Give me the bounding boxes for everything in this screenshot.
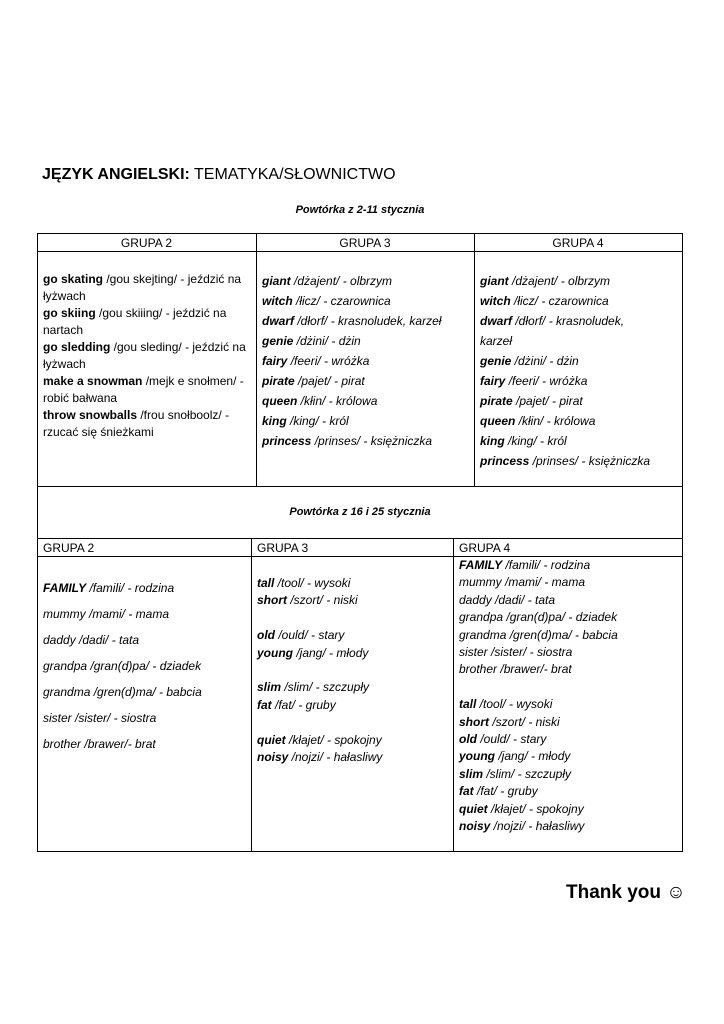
vocab-translation: /gou skejting/ - jeździć na łyżwach: [43, 272, 242, 303]
vocab-translation: /pajet/ - pirat: [294, 374, 365, 388]
vocab-term: noisy: [459, 819, 491, 834]
table-2-grupa-4-cell: [459, 557, 680, 836]
vocab-translation: /kłin/ - królowa: [515, 414, 596, 428]
vocab-translation: sister /sister/ - siostra: [43, 711, 157, 725]
vocab-term: tall: [257, 576, 275, 590]
vocab-translation: daddy /dadi/ - tata: [43, 633, 140, 647]
vocab-translation: grandpa /gran(d)pa/ - dziadek: [43, 659, 202, 673]
heading-rest: TEMATYKA/SŁOWNICTWO: [189, 166, 396, 183]
vocab-entry: [257, 714, 450, 731]
vocab-entry: [459, 627, 680, 644]
vocab-entry: [43, 575, 248, 601]
vocab-term: go skating: [43, 272, 104, 286]
vocab-translation: /łicz/ - czarownica: [510, 294, 609, 308]
table-left-border: [37, 233, 38, 538]
section-2-title: Powtórka z 16 i 25 stycznia: [289, 506, 431, 518]
vocab-term: fat: [459, 784, 474, 799]
vocab-term: old: [459, 732, 477, 747]
vocab-term: witch: [262, 294, 293, 308]
vocab-translation: /slim/ - szczupły: [483, 766, 572, 781]
vocab-entry: [262, 431, 472, 451]
vocab-entry: [43, 705, 248, 731]
table-2-grupa-3-cell: [257, 575, 450, 766]
vocab-entry: [459, 696, 680, 713]
vocab-entry: [257, 627, 450, 644]
vocab-translation: /kłajet/ - spokojny: [285, 732, 382, 747]
vocab-entry: [459, 679, 680, 696]
smiley-icon: ☺: [666, 882, 686, 903]
vocab-translation: /gou skiiing/ - jeździć na nartach: [43, 306, 227, 337]
table-1-header-grupa-4: GRUPA 4: [552, 236, 604, 250]
vocab-entry: [43, 731, 248, 757]
vocab-term: queen: [262, 394, 298, 408]
vocab-entry: [262, 271, 472, 291]
table-1-bottom-border: [37, 486, 683, 487]
vocab-term: fat: [257, 697, 272, 712]
vocab-translation: brother /brawer/- brat: [459, 662, 572, 677]
vocab-term: pirate: [262, 374, 295, 388]
vocab-entry: [262, 311, 472, 331]
table-1-divider-1: [256, 233, 257, 486]
vocab-entry: [257, 662, 450, 679]
vocab-entry: [459, 818, 680, 835]
vocab-entry: [459, 801, 680, 818]
vocab-translation: /dłorf/ - krasnoludek,: [512, 314, 625, 328]
vocab-translation: /dłorf/ - krasnoludek, karzeł: [294, 314, 442, 328]
vocab-term: giant: [262, 274, 291, 288]
vocab-entry: [459, 644, 680, 661]
vocab-term: noisy: [257, 750, 289, 765]
vocab-entry: [257, 697, 450, 714]
vocab-entry: [480, 311, 680, 331]
vocab-term: pirate: [480, 394, 513, 408]
vocab-translation: /ould/ - stary: [275, 628, 345, 643]
vocab-translation: /prinses/ - księżniczka: [311, 434, 433, 448]
vocab-translation: karzeł: [480, 334, 513, 348]
vocab-translation: brother /brawer/- brat: [43, 737, 156, 751]
heading-bold: JĘZYK ANGIELSKI:: [42, 166, 190, 183]
vocab-entry: [480, 291, 680, 311]
vocab-translation: /prinses/ - księżniczka: [529, 454, 651, 468]
vocab-translation: grandma /gren(d)ma/ - babcia: [459, 627, 618, 642]
vocab-translation: /mejk e snołmen/ - robić bałwana: [43, 374, 244, 405]
vocab-entry: [43, 339, 250, 373]
vocab-term: quiet: [459, 801, 488, 816]
vocab-term: dwarf: [480, 314, 513, 328]
vocab-translation: /king/ - król: [504, 434, 567, 448]
table-1-top-border: [37, 233, 683, 234]
vocab-translation: /king/ - król: [286, 414, 349, 428]
vocab-entry: [262, 351, 472, 371]
table-2-left-border: [37, 538, 38, 851]
table-1-header-grupa-3: GRUPA 3: [339, 236, 391, 250]
vocab-entry: [257, 592, 450, 609]
vocab-term: short: [257, 593, 287, 608]
vocab-translation: /łicz/ - czarownica: [292, 294, 391, 308]
vocab-term: FAMILY: [459, 558, 503, 572]
vocab-translation: /kłin/ - królowa: [297, 394, 378, 408]
vocab-translation: /tool/ - wysoki: [476, 697, 553, 712]
table-2-header-grupa-3: GRUPA 3: [257, 541, 309, 555]
vocab-translation: /gou sleding/ - jeździć na łyżwach: [43, 340, 246, 371]
vocab-translation: /pajet/ - pirat: [512, 394, 583, 408]
vocab-translation: /nojzi/ - hałasliwy: [490, 819, 585, 834]
vocab-entry: [43, 653, 248, 679]
vocab-term: witch: [480, 294, 511, 308]
table-1-grupa-4-cell: [480, 271, 680, 471]
vocab-entry: [459, 731, 680, 748]
thank-you-text: Thank you: [566, 882, 662, 903]
vocab-term: slim: [459, 766, 484, 781]
vocab-translation: /szort/ - niski: [287, 593, 358, 608]
vocab-entry: [43, 627, 248, 653]
vocab-entry: [257, 645, 450, 662]
vocab-term: genie: [480, 354, 512, 368]
vocab-term: queen: [480, 414, 516, 428]
vocab-term: king: [480, 434, 505, 448]
vocab-term: fairy: [262, 354, 288, 368]
vocab-translation: /tool/ - wysoki: [274, 576, 351, 590]
vocab-entry: [262, 411, 472, 431]
vocab-translation: grandma /gren(d)ma/ - babcia: [43, 685, 202, 699]
vocab-term: dwarf: [262, 314, 295, 328]
table-1-grupa-3-cell: [262, 271, 472, 451]
vocab-translation: /kłajet/ - spokojny: [487, 801, 584, 816]
vocab-term: princess: [480, 454, 530, 468]
vocab-entry: [480, 331, 680, 351]
vocab-entry: [257, 679, 450, 696]
vocab-term: old: [257, 628, 275, 643]
vocab-translation: daddy /dadi/ - tata: [459, 592, 556, 607]
vocab-translation: /feeri/ - wróżka: [505, 374, 588, 388]
vocab-entry: [480, 351, 680, 371]
vocab-entry: [262, 331, 472, 351]
vocab-entry: [480, 271, 680, 291]
vocab-entry: [459, 557, 680, 574]
vocab-translation: /dżajent/ - olbrzym: [290, 274, 393, 288]
vocab-entry: [459, 609, 680, 626]
vocab-entry: [43, 271, 250, 305]
vocab-entry: [459, 783, 680, 800]
vocab-term: genie: [262, 334, 294, 348]
table-2-right-border: [682, 538, 683, 851]
table-2-divider-1: [251, 538, 252, 851]
vocab-translation: /famili/ - rodzina: [502, 558, 591, 572]
vocab-entry: [480, 431, 680, 451]
vocab-entry: [480, 451, 680, 471]
vocab-term: giant: [480, 274, 509, 288]
vocab-term: go sledding: [43, 340, 111, 354]
vocab-entry: [262, 291, 472, 311]
vocab-term: quiet: [257, 732, 286, 747]
vocab-term: make a snowman: [43, 374, 143, 388]
vocab-term: throw snowballs: [43, 408, 138, 422]
vocab-entry: [480, 371, 680, 391]
vocab-term: young: [459, 749, 495, 764]
thank-you-note: [566, 882, 686, 904]
vocab-entry: [480, 391, 680, 411]
table-right-border: [682, 233, 683, 538]
vocab-entry: [480, 411, 680, 431]
vocab-term: princess: [262, 434, 312, 448]
vocab-entry: [459, 714, 680, 731]
vocab-translation: /jang/ - młody: [293, 645, 369, 660]
vocab-term: tall: [459, 697, 477, 712]
section-1-title: Powtórka z 2-11 stycznia: [295, 204, 425, 216]
vocab-translation: /dżajent/ - olbrzym: [508, 274, 611, 288]
table-2-grupa-2-cell: [43, 575, 248, 757]
vocab-entry: [459, 766, 680, 783]
table-2-divider-2: [453, 538, 454, 851]
vocab-translation: /ould/ - stary: [477, 732, 547, 747]
vocab-translation: /szort/ - niski: [489, 714, 560, 729]
vocab-entry: [459, 748, 680, 765]
vocab-translation: sister /sister/ - siostra: [459, 645, 573, 660]
vocab-term: young: [257, 645, 293, 660]
vocab-entry: [257, 610, 450, 627]
vocab-entry: [257, 575, 450, 592]
table-1-header-border: [37, 251, 683, 252]
table-2-top-border: [37, 538, 683, 539]
table-2-header-grupa-4: GRUPA 4: [459, 541, 511, 555]
vocab-translation: mummy /mami/ - mama: [43, 607, 169, 621]
vocab-translation: /fat/ - gruby: [473, 784, 538, 799]
vocab-term: FAMILY: [43, 581, 87, 595]
vocab-entry: [459, 661, 680, 678]
vocab-translation: /nojzi/ - hałasliwy: [288, 750, 383, 765]
vocab-entry: [43, 601, 248, 627]
vocab-translation: /jang/ - młody: [495, 749, 571, 764]
vocab-entry: [257, 749, 450, 766]
vocab-translation: /frou snołboolz/ - rzucać się śnieżkami: [43, 408, 230, 439]
vocab-entry: [43, 373, 250, 407]
vocab-entry: [43, 305, 250, 339]
vocab-term: king: [262, 414, 287, 428]
vocab-translation: /dżini/ - dżin: [293, 334, 361, 348]
vocab-term: fairy: [480, 374, 506, 388]
vocab-translation: /fat/ - gruby: [271, 697, 336, 712]
vocab-translation: /dżini/ - dżin: [511, 354, 579, 368]
table-2-bottom-border: [37, 851, 683, 852]
table-1-grupa-2-cell: [43, 271, 250, 441]
vocab-entry: [43, 679, 248, 705]
vocab-entry: [257, 732, 450, 749]
vocab-entry: [262, 391, 472, 411]
vocab-translation: /feeri/ - wróżka: [287, 354, 370, 368]
document-heading: [42, 166, 396, 184]
vocab-term: slim: [257, 680, 282, 695]
vocab-entry: [459, 592, 680, 609]
vocab-translation: /slim/ - szczupły: [281, 680, 370, 695]
vocab-translation: mummy /mami/ - mama: [459, 575, 585, 590]
vocab-translation: grandpa /gran(d)pa/ - dziadek: [459, 610, 618, 625]
table-1-divider-2: [474, 233, 475, 486]
vocab-term: go skiing: [43, 306, 96, 320]
vocab-entry: [43, 407, 250, 441]
vocab-term: short: [459, 714, 489, 729]
table-2-header-grupa-2: GRUPA 2: [43, 541, 95, 555]
vocab-entry: [262, 371, 472, 391]
vocab-translation: /famili/ - rodzina: [86, 581, 175, 595]
vocab-entry: [459, 574, 680, 591]
table-1-header-grupa-2: GRUPA 2: [120, 236, 173, 250]
